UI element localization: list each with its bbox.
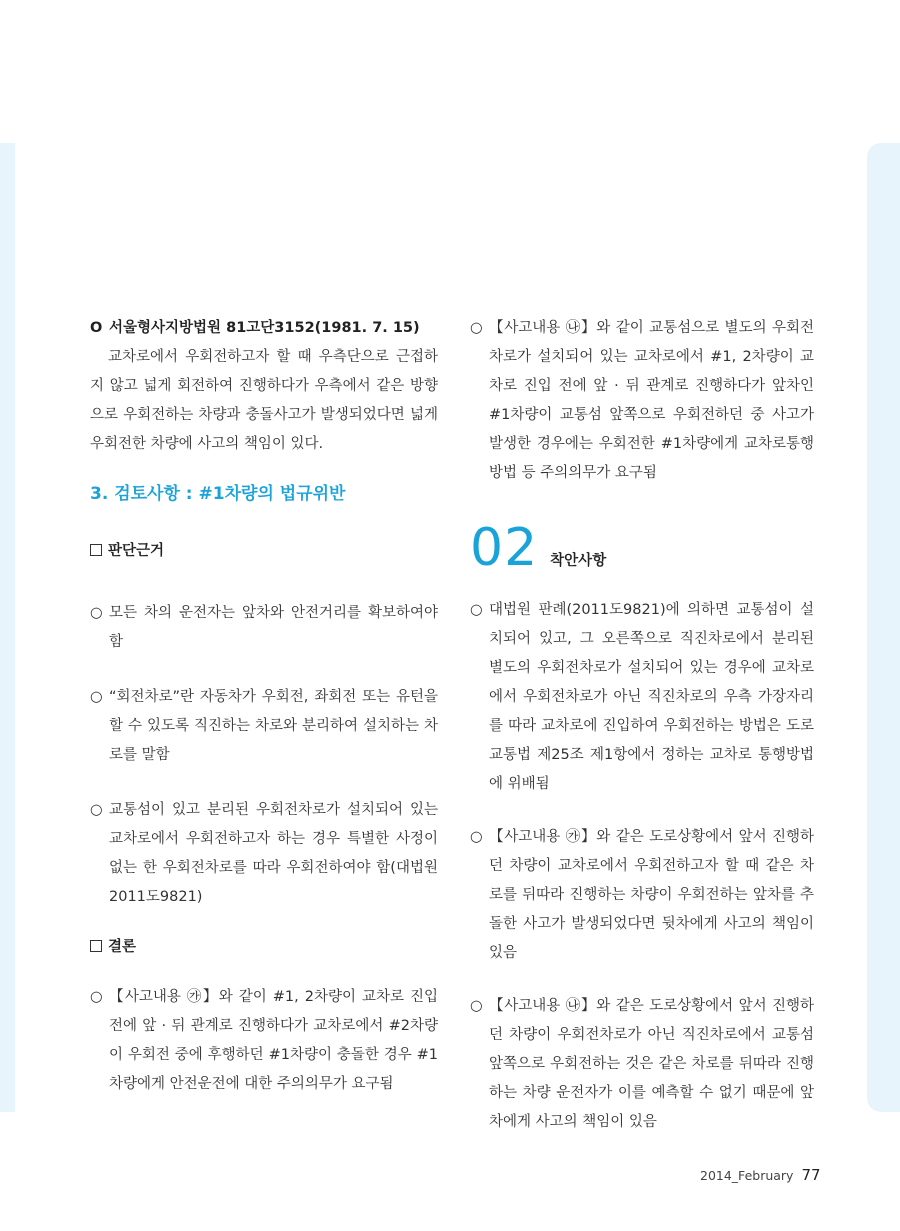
right-item-1 [470, 596, 814, 799]
bullet-marker: ○ [470, 320, 483, 336]
bullet-marker: O [90, 320, 103, 336]
basis-title: 판단근거 [108, 543, 165, 559]
bullet-marker: ○ [470, 998, 483, 1014]
basis-item-3 [90, 796, 438, 912]
conclusion-heading [90, 933, 438, 962]
basis-item-text: “회전차로”란 자동차가 우회전, 좌회전 또는 유턴을 할 수 있도록 직진하는 차로와 분리하여 설치하는 차로를 말함 [109, 689, 438, 763]
page-number: 77 [801, 1166, 821, 1184]
basis-item-text: 교통섬이 있고 분리된 우회전차로가 설치되어 있는 교차로에서 우회전하고자 하는 경우 특별한 사정이 없는 한 우회전차로를 따라 우회전하여야 함(대법원 2011도9821) [109, 802, 438, 905]
basis-item-2 [90, 683, 438, 770]
case-text: 교차로에서 우회전하고자 할 때 우측단으로 근접하지 않고 넓게 회전하여 진행하다가 우측에서 같은 방향으로 우회전하는 차량과 충돌사고가 발생되었다면 넓게 우회전한 차량에 사고의 책임이 있다. [90, 349, 438, 452]
right-item-text: 대법원 판례(2011도9821)에 의하면 교통섬이 설치되어 있고, 그 오른쪽으로 직진차로에서 분리된 별도의 우회전차로가 설치되어 있는 경우에 교차로에서 우회전차로가 아닌 직진차로의 우측 가장자리를 따라 교차로에 진입하여 우회전하는 방법은 도로교통법 제25조 제1항에서 정하는 교차로 통행방법에 위배됨 [489, 602, 814, 792]
bullet-marker: ○ [90, 989, 103, 1005]
basis-item-text: 모든 차의 운전자는 앞차와 안전거리를 확보하여야 함 [109, 605, 438, 650]
right-side-band [867, 143, 900, 1112]
section-title: 3. 검토사항 : #1차량의 법규위반 [90, 484, 346, 504]
right-top-item-text: 【사고내용 ㉯】와 같이 교통섬으로 별도의 우회전차로가 설치되어 있는 교차로에서 #1, 2차량이 교차로 진입 전에 앞 · 뒤 관계로 진행하다가 앞차인 #1차량이 교통섬 앞쪽으로 우회전하던 중 사고가 발생한 경우에는 우회전한 #1차량에게 교차로통행방법 등 주의의무가 요구됨 [489, 320, 814, 481]
bullet-marker: ○ [470, 602, 483, 618]
right-item-text: 【사고내용 ㉮】와 같은 도로상황에서 앞서 진행하던 차량이 교차로에서 우회전하고자 할 때 같은 차로를 뒤따라 진행하는 차량이 우회전하는 앞차를 추돌한 사고가 발생되었다면 뒷차에게 사고의 책임이 있음 [489, 829, 814, 961]
section-label: 착안사항 [550, 553, 607, 569]
conclusion-item-1 [90, 983, 438, 1099]
issue-label: 2014_February [700, 1168, 794, 1183]
right-column [470, 314, 814, 1137]
left-column [90, 314, 438, 1099]
section-number: 02 [470, 518, 539, 578]
conclusion-title: 결론 [108, 939, 137, 955]
conclusion-item-text: 【사고내용 ㉮】와 같이 #1, 2차량이 교차로 진입 전에 앞 · 뒤 관계로 진행하다가 교차로에서 #2차량이 우회전 중에 후행하던 #1차량이 충돌한 경우 #1차량에게 안전운전에 대한 주의의무가 요구됨 [109, 989, 438, 1092]
left-side-band [0, 143, 15, 1112]
square-bullet-icon [90, 544, 102, 556]
bullet-marker: ○ [90, 605, 103, 621]
right-item-3 [470, 992, 814, 1137]
bullet-marker: ○ [90, 802, 103, 818]
right-item-2 [470, 823, 814, 968]
right-top-item [470, 314, 814, 488]
right-item-text: 【사고내용 ㉯】와 같은 도로상황에서 앞서 진행하던 차량이 우회전차로가 아닌 직진차로에서 교통섬 앞쪽으로 우회전하는 것은 같은 차로를 뒤따라 진행하는 차량 운전자가 이를 예측할 수 없기 때문에 앞차에게 사고의 책임이 있음 [489, 998, 814, 1130]
square-bullet-icon [90, 940, 102, 952]
bullet-marker: ○ [90, 689, 103, 705]
page-footer [700, 1166, 821, 1184]
section-heading [470, 518, 814, 578]
basis-item-1 [90, 599, 438, 657]
bullet-marker: ○ [470, 829, 483, 845]
case-heading [90, 314, 438, 343]
case-heading-text: 서울형사지방법원 81고단3152(1981. 7. 15) [109, 320, 420, 336]
basis-heading [90, 537, 438, 566]
